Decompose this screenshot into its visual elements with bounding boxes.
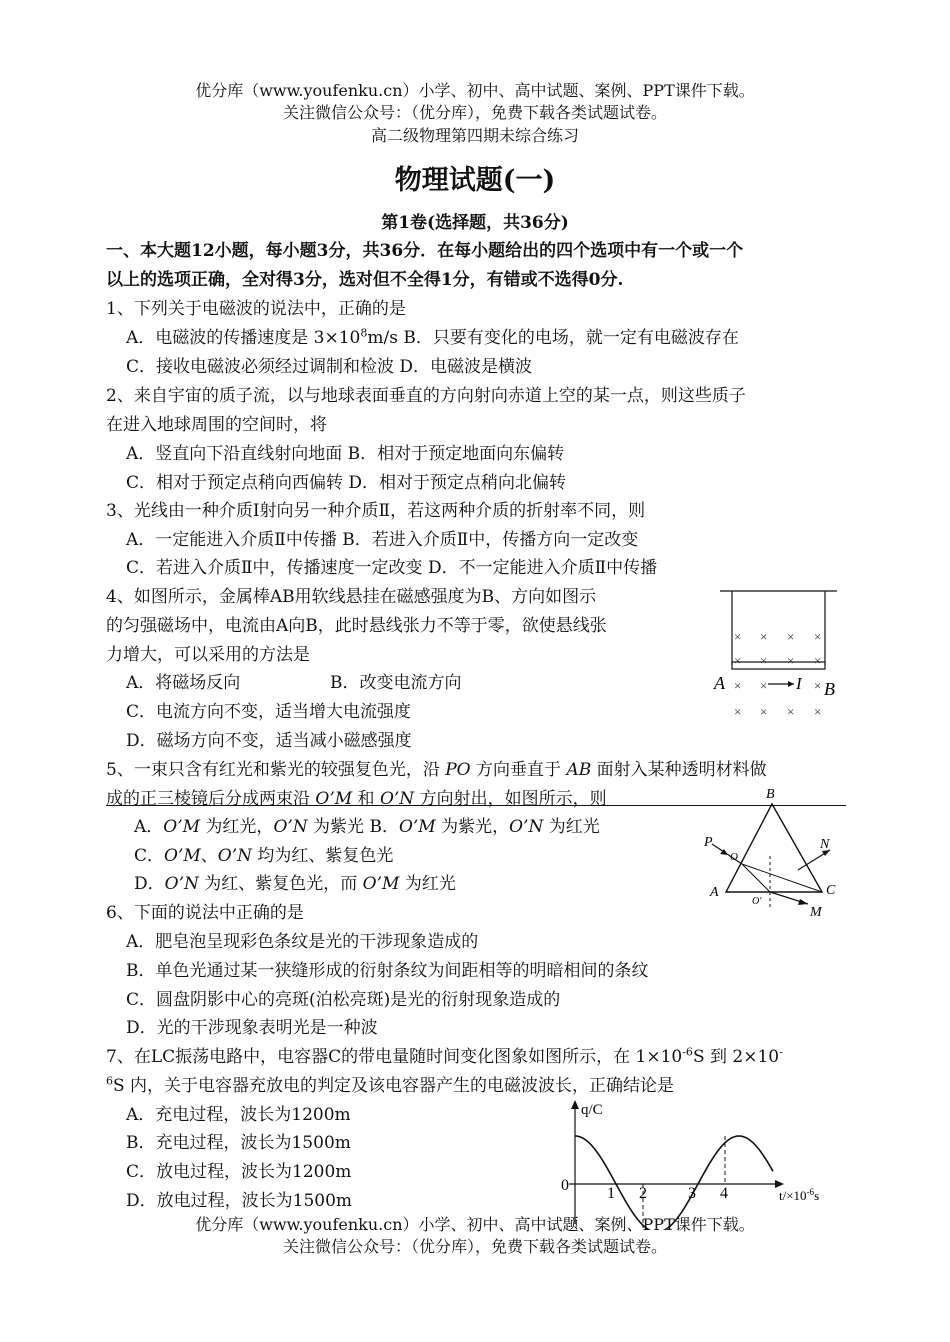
q5-ray-inner [742,864,770,892]
q7-tick-4: 4 [720,1185,728,1202]
instructions-line-2: 以上的选项正确，全对得3分，选对但不全得1分，有错或不选得0分. [106,270,624,290]
q5-prism-figure [698,782,846,922]
q5-text: 为紫光， [435,817,510,837]
q1-row-2: C．接收电磁波必须经过调制和检波 D．电磁波是横波 [126,357,533,377]
q7-opt-d: D．放电过程，波长为1500m [126,1191,353,1211]
q3-row-2: C．若进入介质Ⅱ中，传播速度一定改变 D．不一定能进入介质Ⅱ中传播 [126,558,658,578]
q5-row-1 [134,812,600,837]
q5-prism [726,804,822,892]
q5-var: O’M [164,846,201,866]
q5-var: O’M [362,874,400,894]
q7-x-label-pre: t/×10 [779,1188,807,1203]
q5-ray-inner [742,864,822,892]
footer-line-2: 关注微信公众号：（优分库），免费下载各类试题试卷。 [282,1237,667,1256]
q1-opt-a-pre: A．电磁波的传播速度是 3×10 [126,328,361,348]
q4-cross: × [734,704,742,719]
header-line-2: 关注微信公众号：（优分库），免费下载各类试题试卷。 [282,103,667,122]
footer-line-1: 优分库（www.youfenku.cn）小学、初中、高中试题、案例、PPT课件下载。 [195,1215,755,1234]
q4-stem-2: 的匀强磁场中，电流由A向B，此时悬线张力不等于零，欲使悬线张 [106,616,607,636]
q7-text: S 内，关于电容器充放电的判定及该电容器产生的电磁波波长，正确结论是 [113,1076,675,1096]
q7-y-label: q/C [581,1102,603,1118]
q1-stem: 1、下列关于电磁波的说法中，正确的是 [106,299,406,319]
q4-cross: × [760,629,768,644]
q7-sup: - [779,1045,783,1059]
q5-label-m: M [810,905,822,920]
q5-text: A． [134,817,164,837]
q5-label-o: O [730,851,738,863]
q1-row-1 [126,323,739,348]
q3-stem: 3、光线由一种介质Ⅰ射向另一种介质Ⅱ，若这两种介质的折射率不同，则 [106,501,646,521]
q4-cross: × [734,629,742,644]
q6-opt-d: D．光的干涉现象表明光是一种波 [126,1018,378,1038]
q4-stem-1: 4、如图所示，金属棒AB用软线悬挂在磁感强度为B、方向如图示 [106,587,597,607]
q7-sup: -6 [682,1045,693,1059]
q5-text: 为紫光 B． [307,817,399,837]
q5-var: O’N [217,846,252,866]
q2-stem-2: 在进入地球周围的空间时，将 [106,415,327,435]
q4-stem-3: 力增大，可以采用的方法是 [106,645,310,665]
q1-opt-a-post: m/s B．只要有变化的电场，就一定有电磁波存在 [367,328,739,348]
q4-opt-b: B．改变电流方向 [330,673,462,693]
q2-row-1: A．竖直向下沿直线射向地面 B．相对于预定地面向东偏转 [126,444,565,464]
q5-label-o-prime: O' [752,896,762,907]
q5-text: 面射入某种透明材料做 [591,760,767,780]
q7-x-label-post: s [814,1188,820,1203]
q5-arrowhead [798,899,808,905]
q6-opt-c: C．圆盘阴影中心的亮斑(泊松亮斑)是光的衍射现象造成的 [126,990,561,1010]
q6-opt-b: B．单色光通过某一狭缝形成的衍射条纹为间距相等的明暗相间的条纹 [126,961,649,981]
q7-opt-a: A．充电过程，波长为1200m [126,1105,351,1125]
q4-cross: × [814,653,822,668]
q5-label-a: A [710,885,719,900]
page-title: 物理试题(一) [394,165,556,196]
q7-opt-b: B．充电过程，波长为1500m [126,1133,351,1153]
q4-cross: × [760,678,768,693]
q5-text: D． [134,874,165,894]
q4-cross: × [814,704,822,719]
q5-label-p: P [704,835,713,850]
q4-current-arrowhead [788,681,794,687]
q4-cross: × [734,678,742,693]
q7-x-label [779,1187,819,1203]
q5-text: 、 [200,846,218,866]
q4-label-b: B [824,679,835,699]
q7-opt-c: C．放电过程，波长为1200m [126,1162,352,1182]
q3-row-1: A．一定能进入介质Ⅱ中传播 B．若进入介质Ⅱ中，传播方向一定改变 [126,530,639,550]
q4-cross: × [787,704,795,719]
q4-cross: × [814,678,822,693]
q4-opt-c: C．电流方向不变，适当增大电流强度 [126,702,412,722]
q6-stem: 6、下面的说法中正确的是 [106,903,304,923]
q7-stem-1 [106,1042,783,1067]
q6-opt-a: A．肥皂泡呈现彩色条纹是光的干涉现象造成的 [126,932,479,952]
q5-text: 和 [352,789,380,809]
q5-var: AB [566,760,592,780]
q5-var: PO [445,760,471,780]
q5-var: O’M [163,817,201,837]
q4-cross: × [760,653,768,668]
q7-tick-1: 1 [607,1185,615,1202]
q4-cross: × [814,629,822,644]
q4-cross: × [787,629,795,644]
q5-row-2 [134,841,393,866]
q5-text: 为红光， [200,817,274,837]
section-title: 第1卷(选择题，共36分) [381,213,569,233]
q2-stem-1: 2、来自宇宙的质子流，以与地球表面垂直的方向射向赤道上空的某一点，则这些质子 [106,386,746,406]
header-line-3: 高二级物理第四期未综合练习 [370,126,579,145]
q4-label-i: I [796,674,802,693]
q7-sup: 6 [106,1074,113,1088]
q7-tick-3: 3 [688,1185,696,1202]
q5-var: O’N [379,789,415,809]
q4-opt-a: A．将磁场反向 [126,673,241,693]
q5-text: 成的正三棱镜后分成两束沿 [106,789,316,809]
q7-origin: 0 [561,1177,569,1194]
header-line-1: 优分库（www.youfenku.cn）小学、初中、高中试题、案例、PPT课件下载。 [195,81,755,100]
q5-text: 方向射出，如图所示，则 [414,789,607,809]
q5-text: 为红光 [543,817,600,837]
q2-row-2: C．相对于预定点稍向西偏转 D．相对于预定点稍向北偏转 [126,473,567,493]
q5-text: C． [134,846,165,866]
q4-field-crosses [734,629,821,719]
q7-text: 7、在LC振荡电路中，电容器C的带电量随时间变化图象如图所示，在 1×10 [106,1047,683,1067]
q5-row-3 [134,869,456,894]
q4-figure [712,585,842,725]
q5-stem-1 [106,755,767,780]
q5-var: O’M [315,789,353,809]
q5-text: 方向垂直于 [470,760,567,780]
q5-text: 5、一束只含有红光和紫光的较强复色光，沿 [106,760,446,780]
q5-text: 均为红、紫复色光 [251,846,394,866]
q5-label-b: B [766,787,775,802]
q5-label-c: C [826,883,836,898]
q4-label-a: A [714,673,725,693]
q5-var: O’N [509,817,544,837]
q7-x-label-sup: -6 [806,1187,815,1197]
q4-opt-d: D．磁场方向不变，适当减小磁感强度 [126,731,412,751]
q5-label-n: N [820,837,830,852]
q5-text: 为红、紫复色光，而 [198,874,363,894]
q5-var: O’M [398,817,436,837]
q4-cross: × [734,653,742,668]
q7-stem-2 [106,1071,674,1096]
instructions-line-1: 一、本大题12小题，每小题3分，共36分．在每小题给出的四个选项中有一个或一个 [106,241,744,261]
q7-y-arrowhead [571,1100,579,1109]
q4-rod [732,662,825,669]
q1-opt-a-sup: 8 [360,326,368,340]
q4-cross: × [787,653,795,668]
q7-tick-2: 2 [639,1185,647,1202]
q5-text: 为红光 [399,874,456,894]
q5-var: O’N [164,874,199,894]
q7-text: S 到 2×10 [692,1047,780,1067]
q7-graph [555,1096,845,1230]
q7-x-arrowhead [775,1180,784,1188]
q5-var: O’N [273,817,308,837]
q4-cross: × [760,704,768,719]
